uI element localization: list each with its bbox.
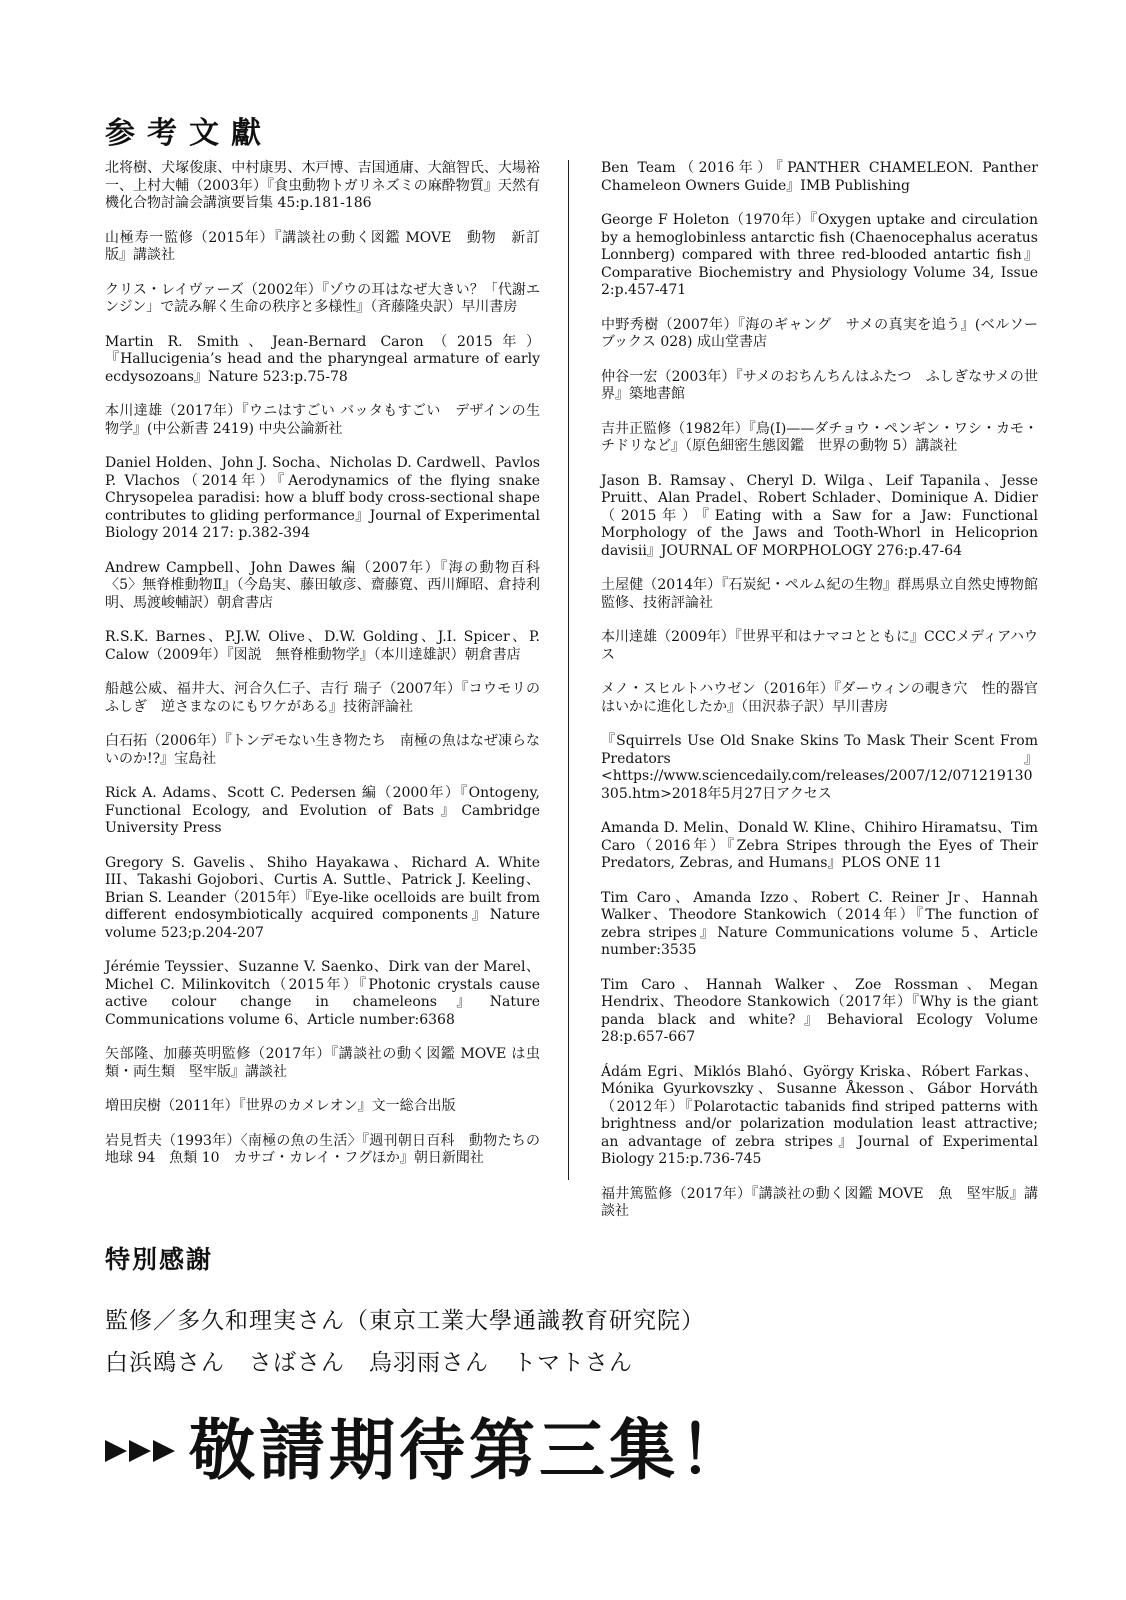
reference-entry: Tim Caro、Hannah Walker、Zoe Rossman、Megan Hendrix、Theodore Stankowich（2017年）『Why is the giant panda black and white?』Behavioral Ecology Volume 28:p.657-667 [601,976,1038,1045]
reference-entry: 福井篤監修（2017年）『講談社の動く図鑑 MOVE 魚 堅牢版』講談社 [601,1185,1038,1219]
reference-entry: 岩見哲夫（1993年）〈南極の魚の生活〉『週刊朝日百科 動物たちの地球 94 魚類 10 カサゴ・カレイ・フグほか』朝日新聞社 [105,1132,540,1166]
reference-entry: 吉井正監修（1982年）『鳥(Ⅰ)——ダチョウ・ペンギン・ワシ・カモ・チドリなど』（原色細密生態図鑑 世界の動物 5）講談社 [601,420,1038,454]
references-heading: 参考文獻 [105,116,273,151]
reference-entry: クリス・レイヴァーズ（2002年）『ゾウの耳はなぜ大きい？「代謝エンジン」で読み解く生命の秩序と多様性』（斉藤隆央訳）早川書房 [105,281,540,315]
reference-entry: 土屋健（2014年）『石炭紀・ペルム紀の生物』群馬県立自然史博物館監修、技術評論社 [601,577,1038,611]
play-arrow-icon [129,1440,151,1462]
reference-entry: 矢部隆、加藤英明監修（2017年）『講談社の動く図鑑 MOVE は虫類・両生類 堅牢版』講談社 [105,1046,540,1080]
reference-entry: Gregory S. Gavelis、Shiho Hayakawa、Richard A. White III、Takashi Gojobori、Curtis A. Suttle、Patrick J. Keeling、Brian S. Leander（2015年）『Eye-like ocelloids are built from different endosymbiotically acquired components』Nature volume 523;p.204-207 [105,854,540,941]
reference-entry: 『Squirrels Use Old Snake Skins To Mask Their Scent From Predators』<https://www.sciencedaily.com/releases/2007/12/071219130305.htm>2018年5月27日アクセス [601,733,1038,802]
reference-entry: 山極寿一監修（2015年）『講談社の動く図鑑 MOVE 動物 新訂版』講談社 [105,229,540,263]
reference-entry: Martin R. Smith、Jean-Bernard Caron（2015年）『Hallucigenia’s head and the pharyngeal armature of early ecdysozoans』Nature 523:p.75-78 [105,333,540,385]
next-volume-banner [105,1412,749,1489]
reference-entry: Jérémie Teyssier、Suzanne V. Saenko、Dirk van der Marel、Michel C. Milinkovitch（2015年）『Photonic crystals cause active colour change in chameleons』Nature Communications volume 6、Article number:6368 [105,959,540,1028]
triple-arrow-icon [105,1440,175,1462]
play-arrow-icon [105,1440,127,1462]
column-divider [568,160,569,1180]
reference-entry: 北将樹、犬塚俊康、中村康男、木戸博、吉国通庸、大舘智氏、大場裕一、上村大輔（2003年）『食虫動物トガリネズミの麻酔物質』天然有機化合物討論会講演要旨集 45:p.181-186 [105,160,540,211]
reference-entry: Daniel Holden、John J. Socha、Nicholas D. Cardwell、Pavlos P. Vlachos（2014年）『Aerodynamics of the flying snake Chrysopelea paradisi: how a bluff body cross-sectional shape contributes to gliding performance』Journal of Experimental Biology 2014 217: p.382-394 [105,455,540,541]
reference-entry: 本川達雄（2017年）『ウニはすごい バッタもすごい デザインの生物学』(中公新書 2419) 中央公論新社 [105,403,540,437]
reference-entry: R.S.K. Barnes、P.J.W. Olive、D.W. Golding、J.I. Spicer、P. Calow（2009年）『図説 無脊椎動物学』（本川達雄訳）朝倉書店 [105,629,540,663]
reference-entry: Amanda D. Melin、Donald W. Kline、Chihiro Hiramatsu、Tim Caro（2016年）『Zebra Stripes through the Eyes of Their Predators, Zebras, and Humans』PLOS ONE 11 [601,820,1038,871]
reference-entry: 本川達雄（2009年）『世界平和はナマコとともに』CCCメディアハウス [601,629,1038,663]
reference-entry: 船越公威、福井大、河合久仁子、吉行 瑞子（2007年）『コウモリのふしぎ 逆さまなのにもワケがある』技術評論社 [105,681,540,715]
reference-entry: 白石拓（2006年）『トンデモない生き物たち 南極の魚はなぜ凍らないのか!?』宝島社 [105,733,540,767]
references-left-column [105,160,540,1185]
reference-entry: Jason B. Ramsay、Cheryl D. Wilga、Leif Tapanila、Jesse Pruitt、Alan Pradel、Robert Schlader、Dominique A. Didier（2015年）『Eating with a Saw for a Jaw: Functional Morphology of the Jaws and Tooth-Whorl in Helicoprion davisii』JOURNAL OF MORPHOLOGY 276:p.47-64 [601,472,1038,559]
reference-entry: メノ・スヒルトハウゼン（2016年）『ダーウィンの覗き穴 性的器官はいかに進化したか』（田沢恭子訳）早川書房 [601,681,1038,715]
reference-entry: 中野秀樹（2007年）『海のギャング サメの真実を追う』(ベルソーブックス 028) 成山堂書店 [601,316,1038,350]
play-arrow-icon [153,1440,175,1462]
reference-entry: Tim Caro、Amanda Izzo、Robert C. Reiner Jr、Hannah Walker、Theodore Stankowich（2014年）『The function of zebra stripes』Nature Communications volume 5、Article number:3535 [601,889,1038,958]
reference-entry: 増田戻樹（2011年）『世界のカメレオン』文一総合出版 [105,1098,456,1114]
special-thanks-heading: 特別感謝 [105,1245,214,1274]
thanks-supervisor-line: 監修／多久和理実さん（東京工業大學通識教育研究院） [105,1308,705,1334]
reference-entry: Rick A. Adams、Scott C. Pedersen 編（2000年）『Ontogeny, Functional Ecology, and Evolution of Bats』Cambridge University Press [105,785,540,836]
reference-entry: Ben Team（2016年）『PANTHER CHAMELEON. Panther Chameleon Owners Guide』IMB Publishing [601,160,1038,194]
references-right-column [601,160,1038,1238]
reference-entry: 仲谷一宏（2003年）『サメのおちんちんはふたつ ふしぎなサメの世界』築地書館 [601,368,1038,402]
thanks-names-line: 白浜鴎さん さばさん 烏羽雨さん トマトさん [105,1350,633,1376]
reference-entry: George F Holeton（1970年）『Oxygen uptake and circulation by a hemoglobinless antarctic fish (Chaenocephalus aceratus Lonnberg) compared with three red-blooded antartic fish』Comparative Biochemistry and Physiology Volume 34, Issue 2:p.457-471 [601,212,1038,298]
reference-entry: Ádám Egri、Miklós Blahó、György Kriska、Róbert Farkas、Mónika Gyurkovszky、Susanne Åkesson、Gábor Horváth（2012年）『Polarotactic tabanids find striped patterns with brightness and/or polarization modulation least attractive; an advantage of zebra stripes』Journal of Experimental Biology 215:p.736-745 [601,1063,1038,1167]
next-volume-text: 敬請期待第三集！ [189,1412,749,1489]
reference-entry: Andrew Campbell、John Dawes 編（2007年）『海の動物百科〈5〉無脊椎動物Ⅱ』（今島実、藤田敏彦、齋藤寛、西川輝昭、倉持利明、馬渡峻輔訳）朝倉書店 [105,559,540,611]
